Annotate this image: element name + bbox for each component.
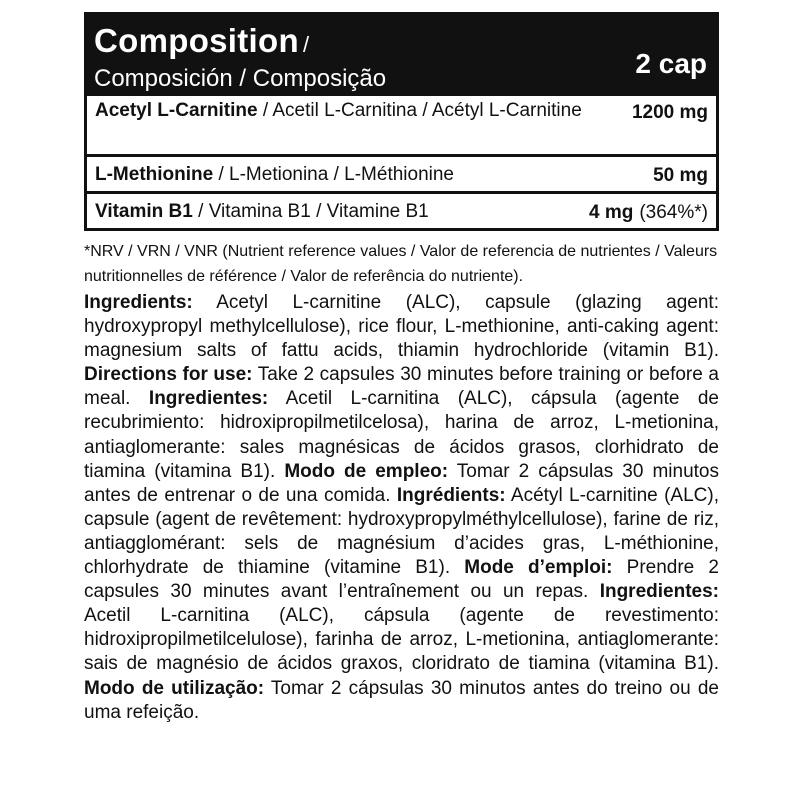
ingredients-text-fr: Acétyl L-carnitine (ALC), capsule (agent de revêtement: hydroxypropylméthylcellulose), farine de riz, antiagglomérant: sels de magnésium d’acides gras, L-méthionine, chlorhydrate de thiamine (vitamine B1). <box>84 484 719 579</box>
directions-label-en: Directions for use: <box>84 364 253 386</box>
row-amount: 4 mg <box>588 201 634 223</box>
row-name <box>95 199 429 224</box>
ingredients-text-en: Acetyl L-carnitine (ALC), capsule (glazing agent: hydroxypropyl methylcellulose), rice flour, L-methionine, anti-caking agent: magnesium salts of fattu acids, thiamin hydrochloride (vitamin B1). <box>84 292 719 362</box>
row-amount: 1200 mg <box>631 102 708 123</box>
ingredients-label-fr: Ingrédients: <box>396 484 506 506</box>
row-name <box>95 98 582 123</box>
composition-title <box>94 22 309 60</box>
ingredients-text-pt: Acetil L-carnitina (ALC), cápsula (agente de revestimento: hidroxipropilmetilcelulose), farinha de arroz, L-metionina, antiaglomerante: sais de magnésio de ácidos graxos, cloridrato de tiamina (vitamina B1). <box>84 605 719 675</box>
ingredients-paragraph <box>84 291 719 725</box>
table-row <box>87 154 716 191</box>
directions-text-en: Take 2 capsules 30 minutes before training or before a meal. <box>84 364 719 410</box>
title-text: Composition <box>94 22 299 59</box>
row-name-rest: / Vitamina B1 / Vitamine B1 <box>192 200 429 222</box>
directions-text-fr: Prendre 2 capsules 30 minutes avant l’entraînement ou un repas. <box>84 557 719 603</box>
directions-label-pt: Modo de utilização: <box>84 677 265 699</box>
composition-table <box>84 96 719 231</box>
row-amount: 50 mg <box>653 164 708 186</box>
row-amount-wrap <box>589 198 708 225</box>
row-name-bold: Vitamin B1 <box>95 200 193 222</box>
directions-label-es: Modo de empleo: <box>284 460 449 482</box>
directions-text-pt: Tomar 2 cápsulas 30 minutos antes do treino ou de uma refeição. <box>84 677 720 723</box>
composition-subtitle: Composición / Composição <box>94 65 387 92</box>
table-row <box>87 191 716 228</box>
table-row <box>87 96 716 154</box>
ingredients-label-pt: Ingredientes: <box>599 581 719 603</box>
ingredients-label-en: Ingredients: <box>84 292 193 313</box>
row-name-bold: Acetyl L-Carnitine <box>95 100 258 121</box>
title-slash: / <box>302 32 310 57</box>
ingredients-text-es: Acetil L-carnitina (ALC), cápsula (agente de recubrimiento: hidroxipropilmetilcelosa), harina de arroz, L-metionina, antiaglomerante: sales magnésicas de ácidos grasos, clorhidrato de tiamina (vitamina B1). <box>84 388 719 482</box>
row-percent: (364%*) <box>639 201 708 223</box>
directions-label-fr: Mode d’emploi: <box>464 557 613 579</box>
composition-header <box>84 12 719 96</box>
serving-size: 2 cap <box>635 48 707 79</box>
row-name <box>95 162 454 187</box>
nrv-note: *NRV / VRN / VNR (Nutrient reference values / Valor de referencia de nutrientes / Valeurs nutritionnelles de référence / Valor de referência do nutriente). <box>84 243 718 285</box>
row-name-rest: / L-Metionina / L-Méthionine <box>213 163 454 185</box>
supplement-label <box>84 12 719 725</box>
row-name-bold: L-Methionine <box>95 163 214 185</box>
ingredients-label-es: Ingredientes: <box>148 388 269 410</box>
row-name-rest: / Acetil L-Carnitina / Acétyl L-Carnitine <box>257 100 582 121</box>
directions-text-es: Tomar 2 cápsulas 30 minutos antes de entrenar o de una comida. <box>84 460 719 506</box>
